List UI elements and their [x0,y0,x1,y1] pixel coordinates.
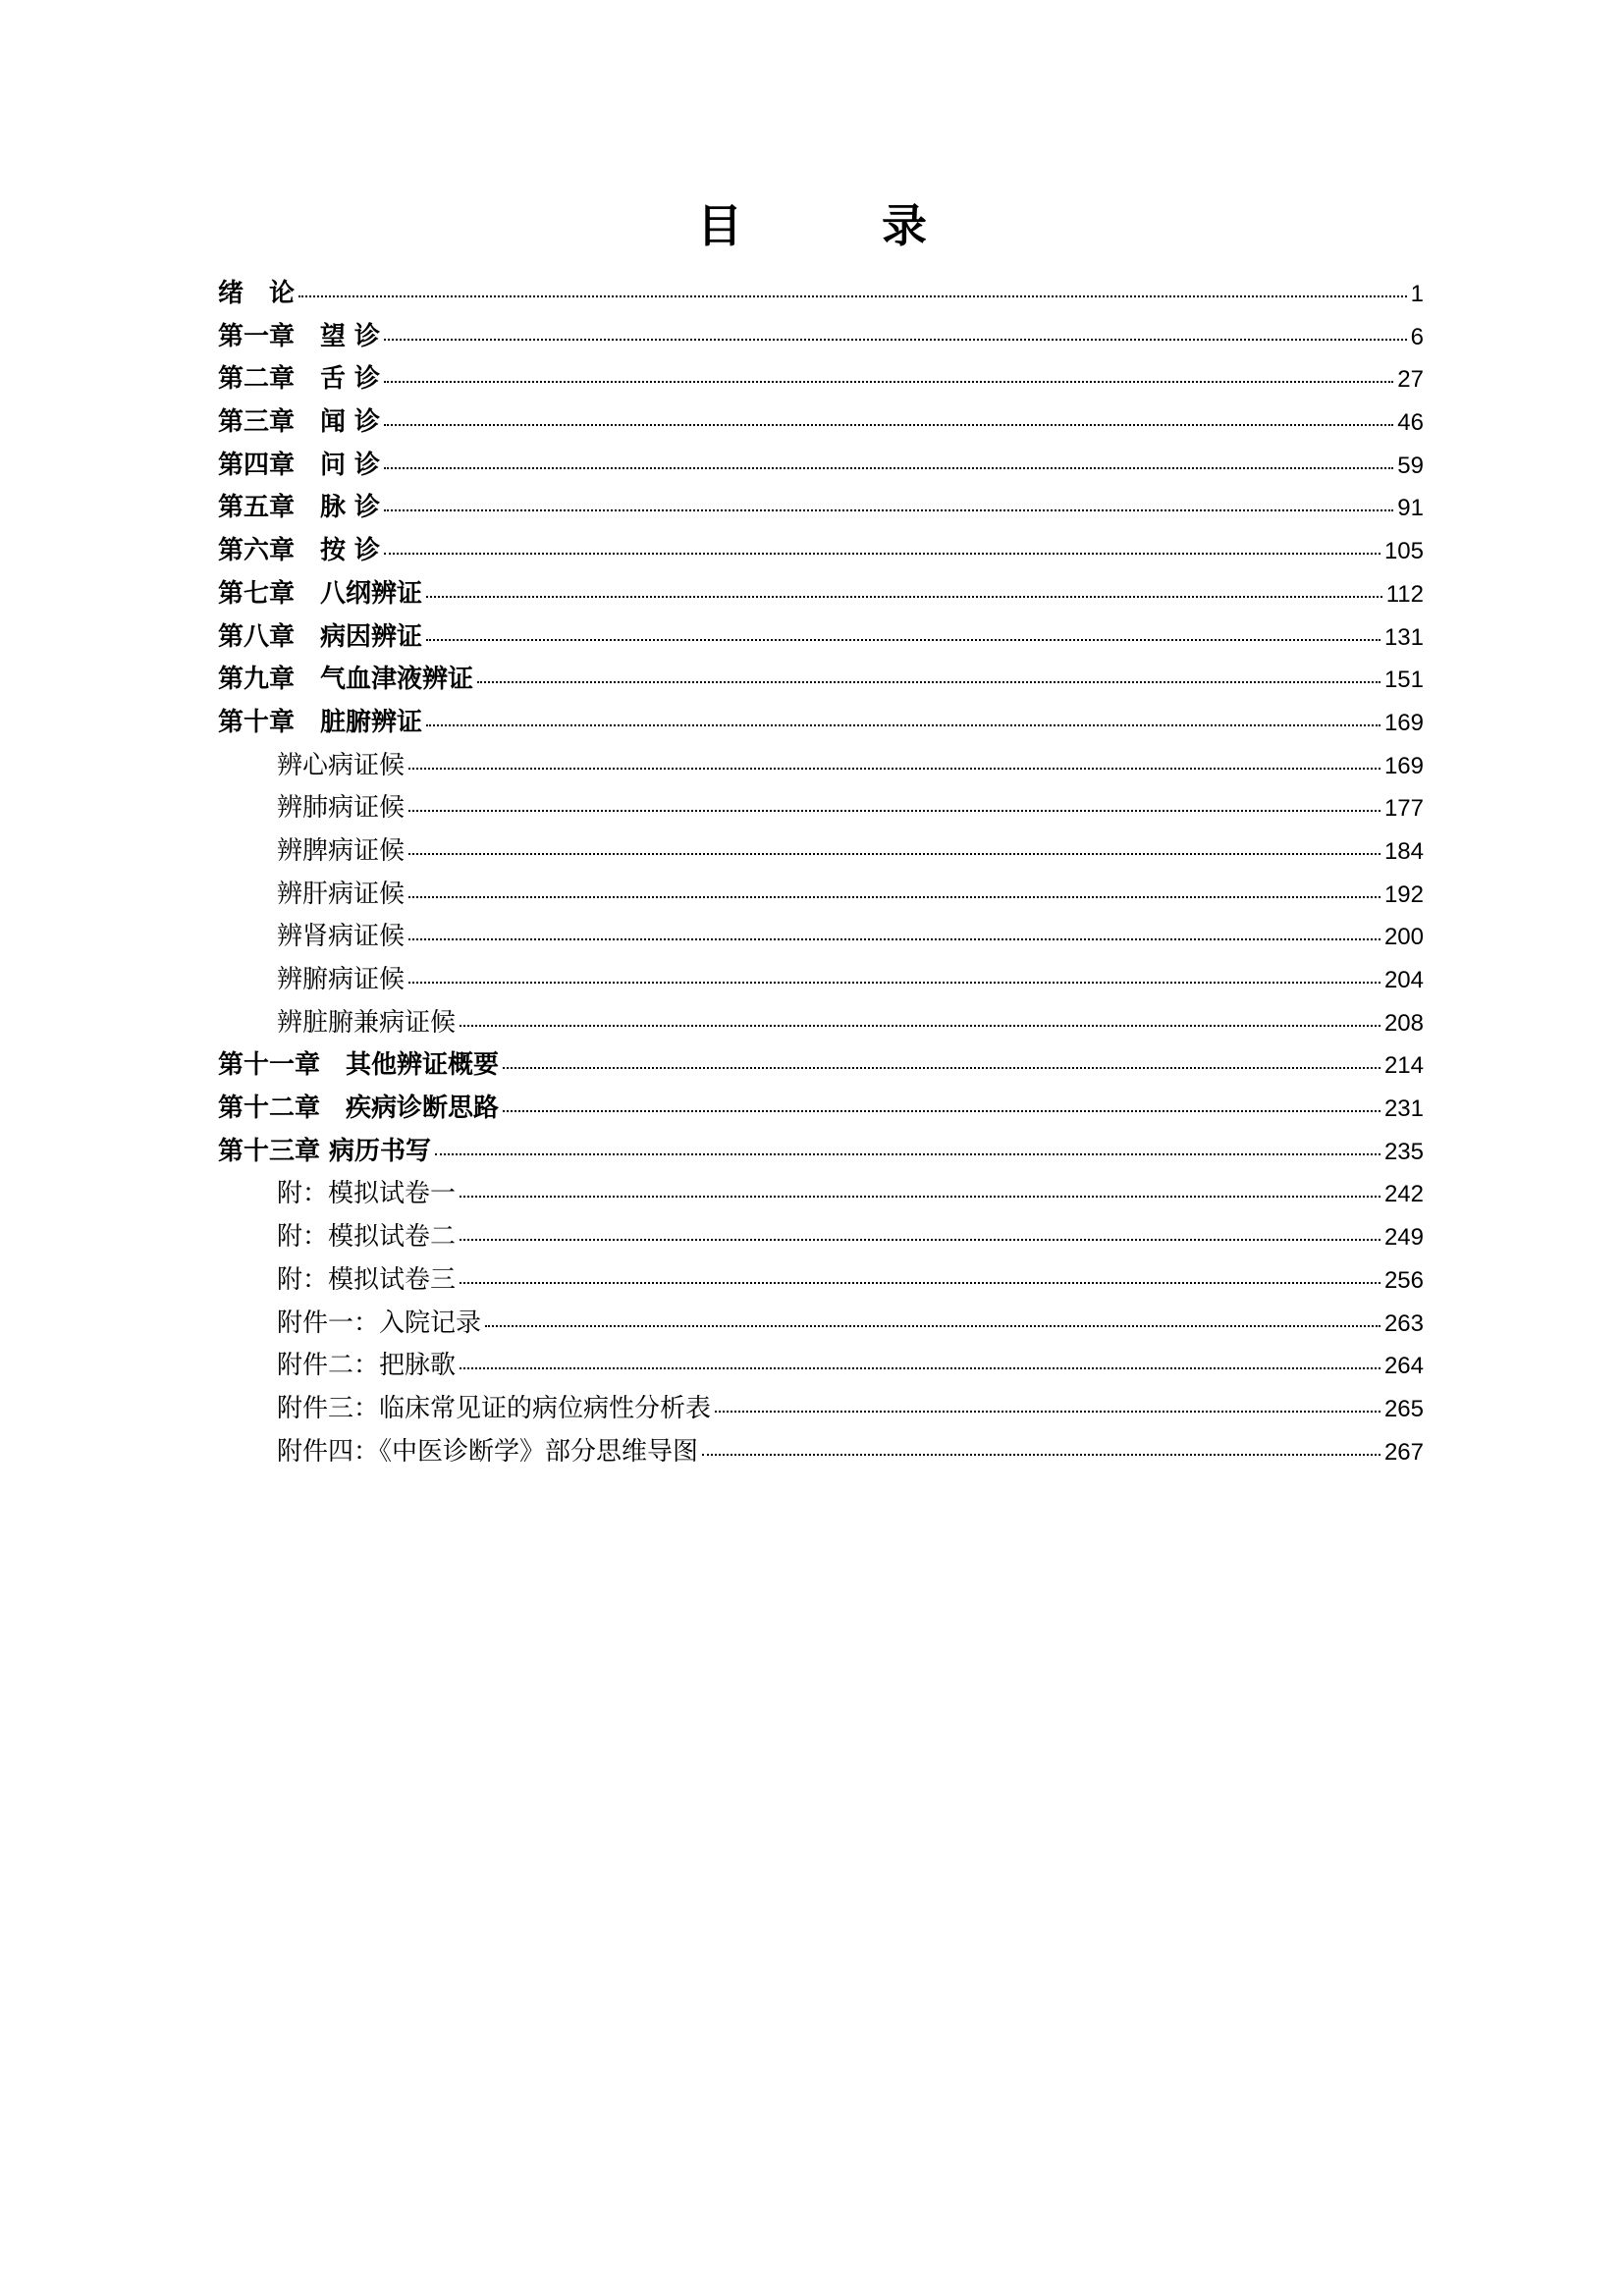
toc-page-number: 131 [1383,623,1424,651]
toc-page-number: 264 [1383,1353,1424,1380]
toc-page-number: 200 [1383,924,1424,951]
toc-dot-leader [485,1325,1380,1327]
toc-entry-label: 第四章 问 诊 [218,450,381,480]
toc-entry-label: 第五章 脉 诊 [218,493,381,523]
toc-page-number: 249 [1383,1224,1424,1252]
toc-page-number: 105 [1383,538,1424,565]
toc-dot-leader [435,1153,1380,1155]
toc-page-number: 256 [1383,1266,1424,1294]
toc-page-number: 184 [1383,837,1424,865]
toc-dot-leader [408,810,1380,812]
toc-entry-label: 第三章 闻 诊 [218,407,381,438]
toc-chapter-entry [218,573,1424,616]
toc-page-number: 46 [1397,409,1424,437]
toc-entry-label: 辨肺病证候 [277,793,406,824]
toc-section-entry [218,787,1424,830]
toc-dot-leader [702,1454,1380,1456]
toc-page-number: 59 [1397,452,1424,479]
toc-page-number: 91 [1397,495,1424,522]
toc-entry-label: 辨腑病证候 [277,965,406,994]
toc-page-number: 263 [1383,1309,1424,1337]
toc-dot-leader [408,896,1380,898]
toc-page-number: 214 [1383,1052,1424,1080]
page-title: 目 录 [697,199,974,252]
toc-entry-label: 辨脾病证候 [277,835,406,866]
toc-entry-label: 附件四：《中医诊断学》部分思维导图 [277,1436,699,1467]
toc-entry-label: 附：模拟试卷一 [277,1179,457,1209]
toc-dot-leader [298,295,1407,297]
toc-chapter-entry [218,273,1424,316]
toc-page-number: 112 [1385,580,1424,608]
toc-entry-label: 附：模拟试卷二 [277,1222,457,1253]
toc-entry-label: 第十一章 其他辨证概要 [218,1050,500,1081]
toc-page-number: 169 [1383,752,1424,779]
toc-entry-label: 第八章 病因辨证 [218,621,423,652]
toc-chapter-entry [218,1088,1424,1131]
toc-dot-leader [503,1067,1380,1069]
toc-chapter-entry [218,702,1424,745]
toc-section-entry [218,830,1424,874]
toc-section-entry [218,1303,1424,1346]
toc-dot-leader [426,639,1380,641]
toc-section-entry [218,959,1424,1002]
toc-section-entry [218,1345,1424,1388]
toc-entry-label: 第十三章 病历书写 [218,1136,432,1166]
toc-dot-leader [460,1282,1380,1284]
toc-entry-label: 附件一：入院记录 [277,1308,482,1338]
toc-dot-leader [384,381,1393,383]
toc-dot-leader [408,938,1380,940]
toc-chapter-entry [218,530,1424,573]
toc-chapter-entry [218,401,1424,445]
toc-page-number: 267 [1383,1438,1424,1466]
toc-dot-leader [715,1411,1380,1413]
toc-page-number: 204 [1383,967,1424,993]
toc-dot-leader [384,467,1393,469]
toc-chapter-entry [218,358,1424,401]
toc-section-entry [218,1388,1424,1431]
toc-entry-label: 第一章 望 诊 [218,321,381,351]
toc-page-number: 208 [1383,1009,1424,1037]
toc-chapter-entry [218,616,1424,660]
toc-section-entry [218,916,1424,959]
toc-page-number: 6 [1410,323,1424,350]
toc-entry-label: 附：模拟试卷三 [277,1264,457,1295]
toc-dot-leader [426,596,1382,598]
toc-dot-leader [408,853,1380,855]
toc-page-number: 151 [1383,667,1424,694]
toc-section-entry [218,1431,1424,1474]
toc-page-number: 1 [1410,281,1424,307]
toc-entry-label: 附件二：把脉歌 [277,1351,457,1381]
toc-page-number: 242 [1383,1181,1424,1208]
toc-section-entry [218,874,1424,917]
toc-entry-label: 附件三：临床常见证的病位病性分析表 [277,1393,712,1423]
toc-entry-label: 辨肾病证候 [277,922,406,952]
toc-entry-label: 辨肝病证候 [277,879,406,909]
toc-chapter-entry [218,445,1424,488]
toc-entry-label: 第二章 舌 诊 [218,364,381,395]
toc-page-number: 177 [1383,795,1424,823]
table-of-contents [218,273,1424,1473]
toc-dot-leader [460,1239,1380,1241]
toc-dot-leader [384,339,1407,341]
toc-dot-leader [408,768,1380,770]
toc-dot-leader [460,1025,1380,1027]
toc-entry-label: 第六章 按 诊 [218,536,381,566]
toc-entry-label: 第十章 脏腑辨证 [218,707,423,737]
toc-chapter-entry [218,1044,1424,1088]
toc-chapter-entry [218,659,1424,702]
toc-page-number: 169 [1383,709,1424,736]
toc-entry-label: 辨心病证候 [277,750,406,780]
toc-dot-leader [408,982,1380,984]
toc-chapter-entry [218,1131,1424,1174]
toc-page-number: 27 [1397,366,1424,394]
toc-dot-leader [384,509,1393,511]
toc-chapter-entry [218,487,1424,530]
toc-dot-leader [503,1110,1380,1112]
toc-page-number: 231 [1383,1095,1424,1123]
toc-section-entry [218,1259,1424,1303]
toc-entry-label: 第九章 气血津液辨证 [218,665,474,695]
toc-section-entry [218,1216,1424,1259]
toc-page-number: 265 [1383,1395,1424,1422]
toc-entry-label: 辨脏腑兼病证候 [277,1007,457,1038]
toc-dot-leader [384,424,1393,426]
toc-entry-label: 绪 论 [218,279,296,308]
toc-dot-leader [460,1196,1380,1198]
toc-section-entry [218,1002,1424,1045]
toc-page-number: 235 [1383,1138,1424,1165]
toc-entry-label: 第十二章 疾病诊断思路 [218,1094,500,1124]
toc-dot-leader [460,1367,1380,1369]
toc-dot-leader [426,724,1380,726]
toc-dot-leader [477,681,1380,683]
toc-chapter-entry [218,316,1424,359]
toc-dot-leader [384,553,1380,555]
toc-section-entry [218,1173,1424,1216]
toc-section-entry [218,745,1424,788]
toc-entry-label: 第七章 八纲辨证 [218,578,423,609]
toc-page-number: 192 [1383,881,1424,908]
